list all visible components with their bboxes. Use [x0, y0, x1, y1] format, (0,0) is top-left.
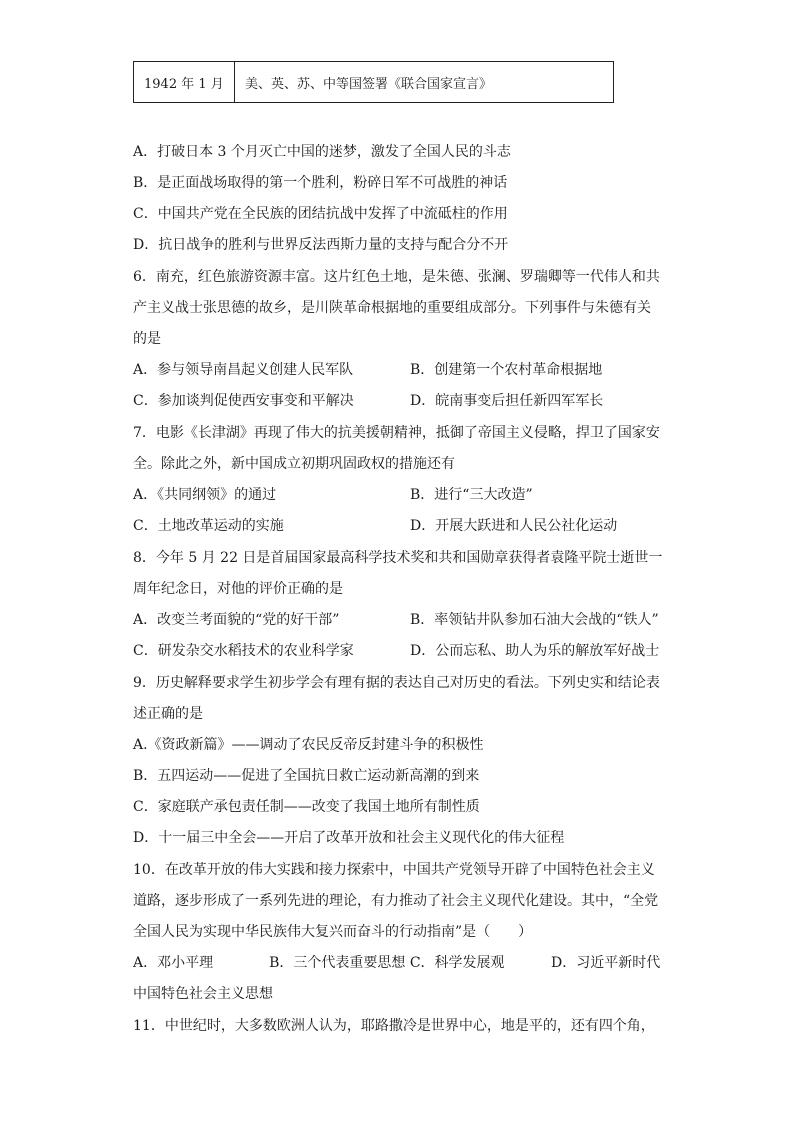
q5-option-c: C．中国共产党在全民族的团结抗战中发挥了中流砥柱的作用	[133, 206, 508, 222]
q9-stem-line2: 述正确的是	[133, 706, 203, 722]
q10-stem-line1: 10．在改革开放的伟大实践和接力探索中，中国共产党领导开辟了中国特色社会主义	[133, 862, 655, 878]
q8-option-b: B．率领钻井队参加石油大会战的“铁人”	[410, 612, 659, 628]
q6-option-a: A．参与领导南昌起义创建人民军队	[133, 362, 354, 378]
q9-option-a: A.《资政新篇》——调动了农民反帝反封建斗争的积极性	[133, 737, 484, 753]
q5-option-b: B．是正面战场取得的第一个胜利，粉碎日军不可战胜的神话	[133, 175, 508, 191]
q8-option-a: A．改变兰考面貌的“党的好干部”	[133, 612, 340, 628]
q10-stem-line2: 道路，逐步形成了一系列先进的理论，有力推动了社会主义现代化建设。其中，“全党	[133, 893, 659, 909]
q7-option-a: A．《共同纲领》的通过	[133, 487, 277, 503]
q6-stem-line3: 的是	[133, 331, 161, 347]
q8-option-c: C．研发杂交水稻技术的农业科学家	[133, 643, 354, 659]
q8-stem-line2: 周年纪念日，对他的评价正确的是	[133, 581, 343, 597]
table-cell-event: 美、英、苏、中等国签署《联合国家宣言》	[235, 62, 614, 103]
q6-option-c: C．参加谈判促使西安事变和平解决	[133, 393, 354, 409]
q7-stem-line2: 全。除此之外，新中国成立初期巩固政权的措施还有	[133, 456, 455, 472]
q6-stem-line1: 6．南充，红色旅游资源丰富。这片红色土地，是朱德、张澜、罗瑞卿等一代伟人和共	[133, 269, 660, 285]
q7-stem-line1: 7．电影《长津湖》再现了伟大的抗美援朝精神，抵御了帝国主义侵略，捍卫了国家安	[133, 425, 660, 441]
q5-option-a: A．打破日本 3 个月灭亡中国的迷梦，激发了全国人民的斗志	[133, 144, 511, 160]
q6-option-d: D．皖南事变后担任新四军军长	[410, 393, 604, 409]
q10-stem-line3: 全国人民为实现中华民族伟大复兴而奋斗的行动指南”是（ ）	[133, 924, 533, 940]
q9-option-b: B．五四运动——促进了全国抗日救亡运动新高潮的到来	[133, 768, 480, 784]
q6-option-b: B．创建第一个农村革命根据地	[410, 362, 603, 378]
q10-options-line2: 中国特色社会主义思想	[133, 986, 273, 1002]
q7-option-c: C．土地改革运动的实施	[133, 518, 284, 534]
q11-stem-line1: 11．中世纪时，大多数欧洲人认为，耶路撒冷是世界中心，地是平的，还有四个角，	[133, 1018, 655, 1034]
q8-option-d: D．公而忘私、助人为乐的解放军好战士	[410, 643, 660, 659]
q9-stem-line1: 9．历史解释要求学生初步学会有理有据的表达自己对历史的看法。下列史实和结论表	[133, 675, 660, 691]
q5-option-d: D．抗日战争的胜利与世界反法西斯力量的支持与配合分不开	[133, 237, 509, 253]
timeline-table	[133, 61, 614, 103]
q9-option-c: C．家庭联产承包责任制——改变了我国土地所有制性质	[133, 799, 480, 815]
q7-option-d: D．开展大跃进和人民公社化运动	[410, 518, 618, 534]
q8-stem-line1: 8．今年 5 月 22 日是首届国家最高科学技术奖和共和国勋章获得者袁隆平院士逝世一	[133, 550, 663, 566]
q7-option-b: B．进行“三大改造”	[410, 487, 533, 503]
q10-options-line: A．邓小平理 B．三个代表重要思想 C．科学发展观 D．习近平新时代	[133, 955, 661, 971]
table-cell-date: 1942 年 1 月	[134, 62, 235, 103]
q9-option-d: D．十一届三中全会——开启了改革开放和社会主义现代化的伟大征程	[133, 830, 565, 846]
table-row	[134, 62, 614, 103]
q6-stem-line2: 产主义战士张思德的故乡，是川陕革命根据地的重要组成部分。下列事件与朱德有关	[133, 300, 651, 316]
